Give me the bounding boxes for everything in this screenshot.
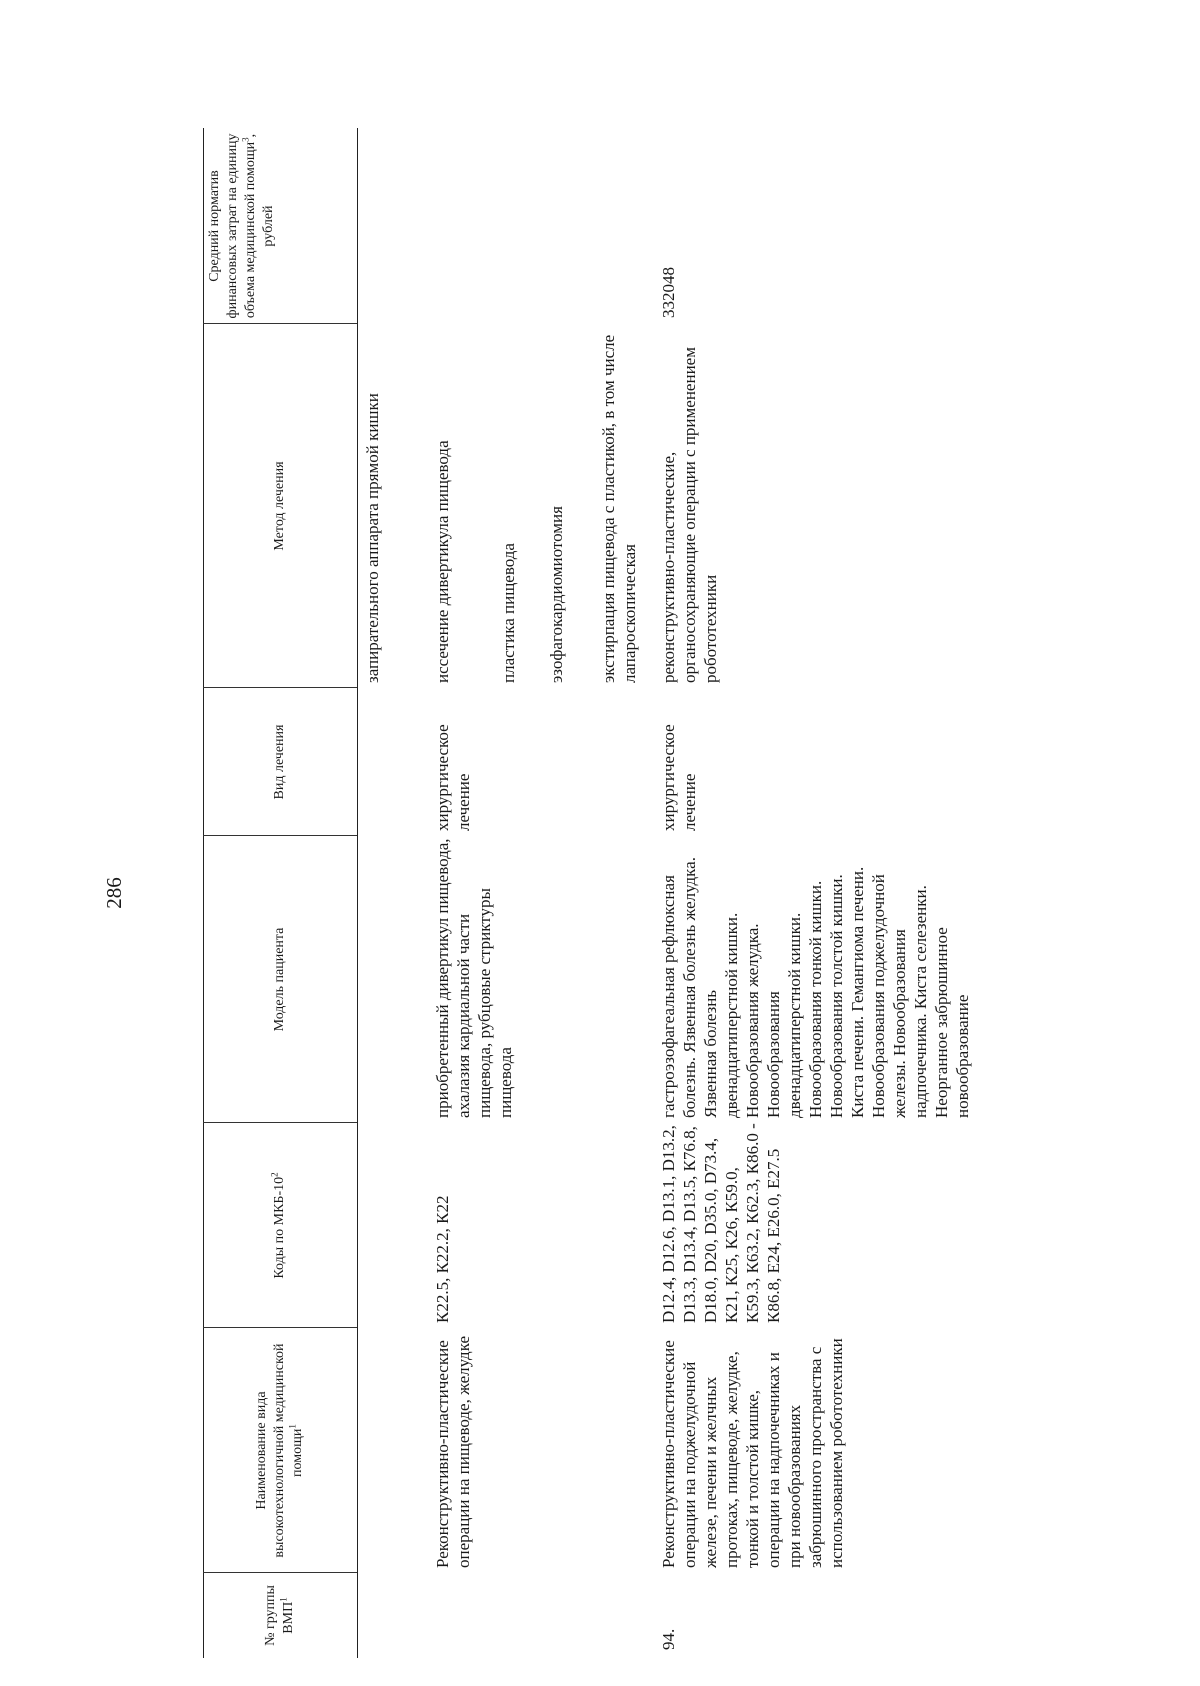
header-icd-codes: Коды по МКБ-$10^2$: [269, 1172, 287, 1279]
treatment-method: пластика пищевода: [499, 543, 518, 683]
header-patient-model: Модель пациента: [272, 927, 287, 1032]
treatment-method: экстирпация пищевода с пластикой, в том числе лапароскопическая: [599, 334, 639, 683]
treatment-type: хирургическое лечение: [433, 724, 473, 831]
header-bottom-rule: [357, 128, 358, 1658]
treatment-type: хирургическое лечение: [659, 724, 699, 831]
method-continuation: запирательного аппарата прямой кишки: [363, 393, 382, 683]
rotated-page: [100, 128, 1142, 1658]
header-group-no: № группы ВМП$^1$: [263, 1585, 296, 1646]
group-number: 94.: [659, 1628, 678, 1650]
treatment-method: эзофагокардиомиотомия: [547, 506, 566, 683]
treatment-method: иссечение дивертикула пищевода: [433, 440, 452, 683]
page-number: 286: [102, 877, 126, 909]
header-treatment-type: Вид лечения: [272, 724, 287, 800]
patient-model: приобретенный дивертикул пищевода, ахалазия кардиальной части пищевода, рубцовые стриктуры пищевода: [433, 838, 515, 1118]
vmp-name: Реконструктивно-пластические операции на пищеводе, желудке: [433, 1335, 473, 1568]
icd-codes: D12.4, D12.6, D13.1, D13.2, D13.3, D13.4, D13.5, К76.8, D18.0, D20, D35.0, D73.4, К21, К25, К26, К59.0, К59.3, К63.2, К62.3, К86.0 - К86.8, Е24, Е26.0, Е27.5: [659, 1123, 783, 1323]
header-cost-norm: Средний норматив финансовых затрат на единицу объема медицинской помощи$^3$, рублей: [207, 133, 276, 319]
treatment-method: реконструктивно-пластические, органосохраняющие операции с применением робототехники: [659, 347, 720, 683]
header-vmp-name: Наименование вида высокотехнологичной медицинской помощи$^1$: [254, 1343, 305, 1558]
patient-model: гастроэзофагеальная рефлюксная болезнь. Язвенная болезнь желудка. Язвенная болезнь двенадцатиперстной кишки. Новообразования желудка. Новообразования двенадцатиперстной кишки. Новообразования тонкой кишки. Новообразования толстой кишки. Киста печени. Гемангиома печени. Новообразования поджелудочной железы. Новообразования надпочечника. Киста селезенки. Неорганное забрюшинное новообразование: [659, 857, 972, 1118]
cost-norm: 332048: [659, 267, 678, 318]
header-treatment-method: Метод лечения: [272, 461, 287, 551]
vmp-name: Реконструктивно-пластические операции на поджелудочной железе, печени и желчных протоках, пищеводе, желудке, тонкой и толстой кишке, операции на надпочечниках и при новообразованиях забрюшинного пространства с использованием робототехники: [659, 1338, 846, 1568]
icd-codes: К22.5, К22.2, К22: [433, 1195, 452, 1323]
